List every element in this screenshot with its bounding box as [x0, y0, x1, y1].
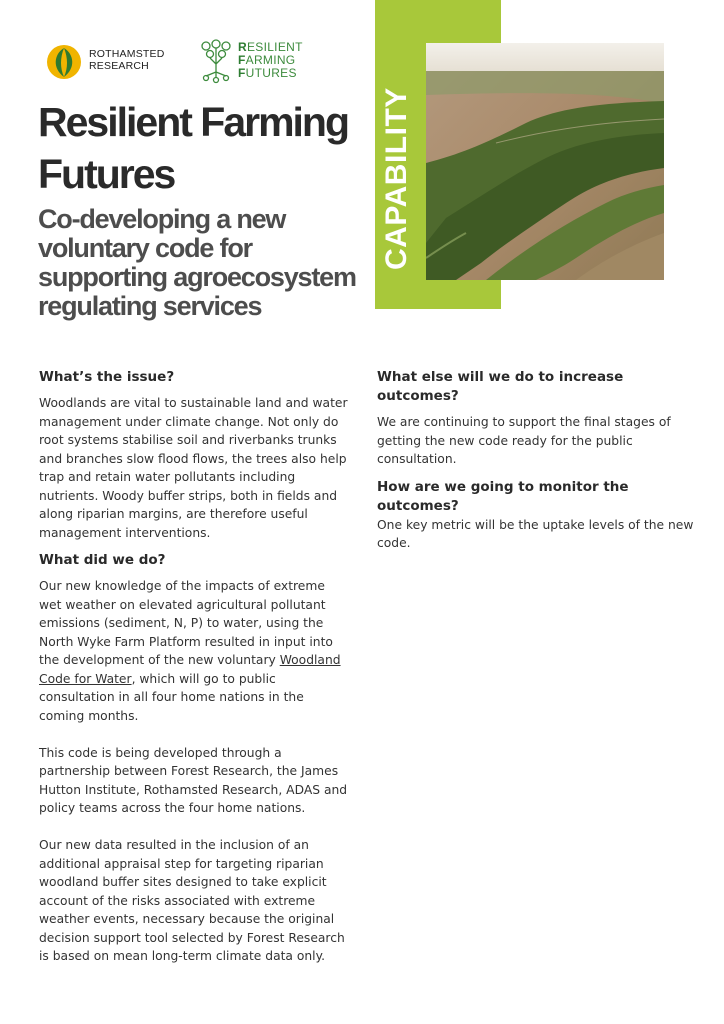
- rothamsted-logo-icon: [46, 44, 82, 80]
- did-paragraph-1: Our new knowledge of the impacts of extreme wet weather on elevated agricultural pollutant emissions (sediment, N, P) to water, using the North Wyke Farm Platform resulted in input into the development of the new voluntary Woodland Code for Water, which will go to public consultation in all four home nations in the coming months.: [39, 579, 341, 723]
- monitor-heading: How are we going to monitor the outcomes?: [377, 478, 629, 514]
- issue-heading: What’s the issue?: [39, 369, 175, 385]
- right-column: [377, 368, 697, 553]
- rff-line-3: FUTURES: [238, 66, 297, 80]
- did-paragraph-3: Our new data resulted in the inclusion of an additional appraisal step for targeting riparian woodland buffer sites designed to take explicit account of the risks associated with extreme weather events, necessary because the original decision support tool selected by Forest Research is based on mean long-term climate data only.: [39, 838, 345, 963]
- rothamsted-line-2: RESEARCH: [89, 60, 149, 72]
- page-subtitle: Co-developing a new voluntary code for supporting agroecosystem regulating services: [38, 204, 356, 321]
- rothamsted-line-1: ROTHAMSTED: [89, 48, 165, 60]
- monitor-body: One key metric will be the uptake levels of the new code.: [377, 517, 694, 550]
- capability-label: CAPABILITY: [380, 87, 413, 270]
- did-heading: What did we do?: [39, 552, 166, 568]
- left-column: [39, 368, 349, 966]
- rff-line-1: RESILIENT: [238, 40, 303, 54]
- rff-tree-logo-icon: [198, 38, 234, 84]
- rff-line-2: FARMING: [238, 53, 296, 67]
- woodland-code-link[interactable]: Woodland Code for Water: [39, 653, 341, 686]
- rff-logo-text: [238, 41, 303, 80]
- else-heading: What else will we do to increase outcomes?: [377, 369, 624, 404]
- page-title: Resilient Farming Futures: [38, 99, 349, 197]
- landscape-photo: [426, 43, 664, 280]
- rothamsted-logo-text: [89, 48, 165, 72]
- did-paragraph-2: This code is being developed through a partnership between Forest Research, the James Hutton Institute, Rothamsted Research, ADAS and policy teams across the four home nations.: [39, 745, 348, 815]
- issue-body: Woodlands are vital to sustainable land and water management under climate change. Not only do root systems stabilise soil and riverbanks trunks and branches slow flood flows, the trees also help trap and retain water pollutants including nutrients. Woody buffer strips, both in fields and along riparian margins, are therefore useful management interventions.: [39, 396, 348, 540]
- else-body: We are continuing to support the final stages of getting the new code ready for the public consultation.: [377, 415, 671, 466]
